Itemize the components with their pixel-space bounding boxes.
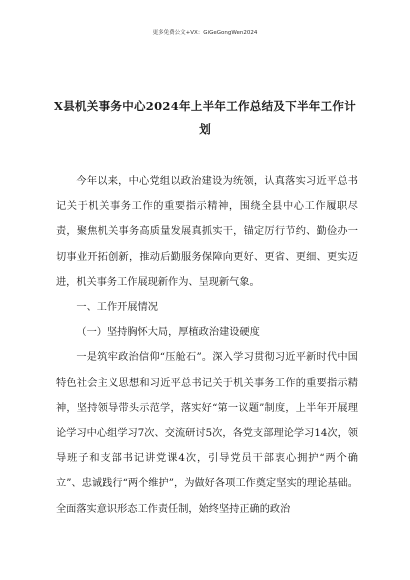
document-body bbox=[56, 169, 358, 522]
intro-paragraph: 今年以来，中心党组以政治建设为统领，认真落实习近平总书记关于机关事务工作的重要指示精神，围绕全县中心工作履职尽责，聚焦机关事务高质量发展真抓实干，锚定厉行节约、勤俭办一切事业开拓创新，推动后勤服务保障向更好、更省、更细、更实迈进，机关事务工作展现新作为、呈现新气象。 bbox=[56, 176, 358, 288]
body-paragraph: 一是筑牢政治信仰“压舱石”。深入学习贯彻习近平新时代中国特色社会主义思想和习近平总书记关于机关事务工作的重要指示精神，坚持领导带头示范学，落实好“第一议题”制度，上半年开展理论学习中心组学习7次、交流研讨5次，各党支部理论学习14次，领导班子和支部书记讲党课4次，引导党员干部衷心拥护“两个确立”、忠诚践行“两个维护”，为做好各项工作奠定坚实的理论基础。全面落实意识形态工作责任制，始终坚持正确的政治 bbox=[56, 352, 358, 515]
subsection-heading: （一）坚持胸怀大局，厚植政治建设硬度 bbox=[76, 327, 260, 339]
header-note: 更多免费公文+VX：GiGeGongWen2024 bbox=[152, 30, 258, 36]
section-heading: 一、工作开展情况 bbox=[76, 302, 158, 314]
document-title-continued: 划 bbox=[199, 122, 211, 136]
document-title: X县机关事务中心2024年上半年工作总结及下半年工作计 bbox=[53, 99, 357, 113]
